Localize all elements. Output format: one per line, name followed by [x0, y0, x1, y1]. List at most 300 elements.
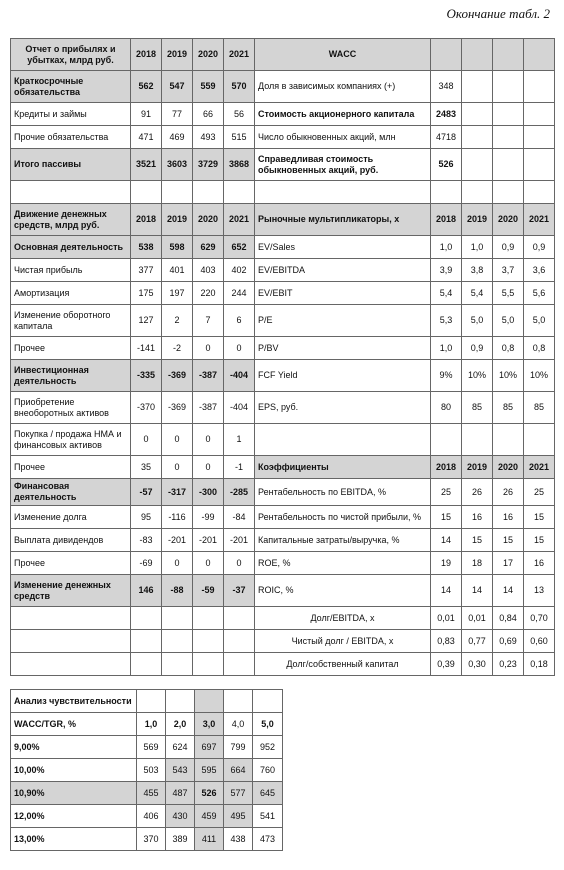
empty-cell	[255, 181, 431, 204]
year-header: 2021	[524, 204, 555, 236]
empty-cell	[493, 103, 524, 126]
value-cell: 3868	[224, 149, 255, 181]
value-cell: 0	[162, 456, 193, 479]
multiple-value: 85	[493, 392, 524, 424]
sensitivity-value: 473	[253, 828, 283, 851]
sensitivity-row	[11, 736, 283, 759]
financial-table	[10, 38, 555, 676]
coefficient-value: 0,70	[524, 607, 555, 630]
year-header: 2018	[431, 204, 462, 236]
value-cell: -88	[162, 575, 193, 607]
multiple-value: 3,6	[524, 259, 555, 282]
year-header: 2019	[462, 204, 493, 236]
wacc-value: 10,90%	[11, 782, 137, 805]
coefficient-row	[11, 653, 555, 676]
value-cell: 146	[131, 575, 162, 607]
coefficient-value: 0,69	[493, 630, 524, 653]
empty-cell	[462, 181, 493, 204]
cashflow-header: Движение денежных средств, млрд руб.	[11, 204, 131, 236]
value-cell: 6	[224, 305, 255, 337]
coefficient-value: 0,18	[524, 653, 555, 676]
pnl-header: Отчет о прибылях и убытках, млрд руб.	[11, 39, 131, 71]
value-cell: -300	[193, 479, 224, 506]
tgr-header: 5,0	[253, 713, 283, 736]
value-cell: -99	[193, 506, 224, 529]
value-cell: 0	[131, 424, 162, 456]
multiple-value: 85	[462, 392, 493, 424]
multiple-value	[462, 424, 493, 456]
empty-cell	[462, 71, 493, 103]
coefficient-value: 15	[524, 506, 555, 529]
coefficient-value: 26	[462, 479, 493, 506]
empty-cell	[11, 181, 131, 204]
coefficient-value: 14	[462, 575, 493, 607]
coefficient-row	[11, 456, 555, 479]
multiple-value: 0,9	[524, 236, 555, 259]
coefficient-label: ROE, %	[255, 552, 431, 575]
wacc-header: WACC	[255, 39, 431, 71]
value-cell: 402	[224, 259, 255, 282]
multiple-value: 5,3	[431, 305, 462, 337]
cashflow-row	[11, 337, 555, 360]
multiple-label: EPS, руб.	[255, 392, 431, 424]
multiple-value: 3,7	[493, 259, 524, 282]
coefficient-value: 0,60	[524, 630, 555, 653]
coefficient-label: Долг/EBITDA, x	[255, 607, 431, 630]
row-label	[11, 630, 131, 653]
year-header: 2021	[224, 39, 255, 71]
value-cell: -69	[131, 552, 162, 575]
sensitivity-row	[11, 759, 283, 782]
coefficient-value: 15	[462, 529, 493, 552]
value-cell: -57	[131, 479, 162, 506]
empty-cell	[493, 149, 524, 181]
value-cell: 493	[193, 126, 224, 149]
empty-cell	[431, 39, 462, 71]
empty-cell	[131, 181, 162, 204]
value-cell: -37	[224, 575, 255, 607]
value-cell: -404	[224, 392, 255, 424]
wacc-value: 526	[431, 149, 462, 181]
value-cell: 0	[193, 424, 224, 456]
value-cell: -387	[193, 392, 224, 424]
coefficient-value: 14	[493, 575, 524, 607]
coefficient-label: ROIC, %	[255, 575, 431, 607]
value-cell: 244	[224, 282, 255, 305]
year-header: 2018	[431, 456, 462, 479]
row-label: Покупка / продажа НМА и финансовых активов	[11, 424, 131, 456]
wacc-value: 4718	[431, 126, 462, 149]
value-cell: 2	[162, 305, 193, 337]
multiple-value: 5,0	[462, 305, 493, 337]
empty-cell	[224, 690, 253, 713]
row-label	[11, 607, 131, 630]
coefficient-value: 15	[431, 506, 462, 529]
value-cell: -285	[224, 479, 255, 506]
coefficient-value: 14	[431, 529, 462, 552]
value-cell: 377	[131, 259, 162, 282]
empty-cell	[253, 690, 283, 713]
sensitivity-row	[11, 782, 283, 805]
tgr-header: 1,0	[137, 713, 166, 736]
value-cell: 469	[162, 126, 193, 149]
value-cell	[131, 607, 162, 630]
coefficient-label: Рентабельность по EBITDA, %	[255, 479, 431, 506]
wacc-value: 348	[431, 71, 462, 103]
year-header: 2021	[524, 456, 555, 479]
multiple-label: EV/EBITDA	[255, 259, 431, 282]
coefficient-row	[11, 529, 555, 552]
cashflow-row	[11, 305, 555, 337]
coefficient-value: 0,39	[431, 653, 462, 676]
empty-cell	[524, 181, 555, 204]
empty-cell	[162, 653, 193, 676]
row-label: Краткосрочные обязательства	[11, 71, 131, 103]
sensitivity-row	[11, 805, 283, 828]
sensitivity-value: 455	[137, 782, 166, 805]
multiple-value: 5,0	[493, 305, 524, 337]
value-cell: 538	[131, 236, 162, 259]
sensitivity-title: Анализ чувствительности	[11, 690, 137, 713]
blank-row	[11, 181, 555, 204]
sensitivity-value: 569	[137, 736, 166, 759]
wacc-value: 10,00%	[11, 759, 137, 782]
sensitivity-value: 495	[224, 805, 253, 828]
coefficient-value: 18	[462, 552, 493, 575]
value-cell: 547	[162, 71, 193, 103]
table-caption: Окончание табл. 2	[446, 6, 550, 21]
sensitivity-value: 595	[195, 759, 224, 782]
year-header: 2021	[224, 204, 255, 236]
year-header: 2020	[193, 204, 224, 236]
value-cell: 175	[131, 282, 162, 305]
value-cell: -317	[162, 479, 193, 506]
empty-cell	[166, 690, 195, 713]
multiple-value: 5,6	[524, 282, 555, 305]
sensitivity-value: 664	[224, 759, 253, 782]
multiples-header: Рыночные мультипликаторы, х	[255, 204, 431, 236]
multiple-value: 80	[431, 392, 462, 424]
row-label: Изменение денежных средств	[11, 575, 131, 607]
value-cell: 403	[193, 259, 224, 282]
empty-cell	[131, 653, 162, 676]
multiple-value: 5,0	[524, 305, 555, 337]
sensitivity-title-row	[11, 690, 283, 713]
value-cell: 401	[162, 259, 193, 282]
sensitivity-value: 503	[137, 759, 166, 782]
coefficient-value: 13	[524, 575, 555, 607]
sensitivity-value: 411	[195, 828, 224, 851]
wacc-value: 12,00%	[11, 805, 137, 828]
row-label: Изменение оборотного капитала	[11, 305, 131, 337]
empty-cell	[524, 103, 555, 126]
coefficient-row	[11, 630, 555, 653]
year-header: 2020	[493, 456, 524, 479]
value-cell: 95	[131, 506, 162, 529]
value-cell	[131, 630, 162, 653]
coefficient-row	[11, 506, 555, 529]
year-header: 2020	[493, 204, 524, 236]
tgr-header: 2,0	[166, 713, 195, 736]
value-cell	[193, 630, 224, 653]
sensitivity-value: 577	[224, 782, 253, 805]
value-cell: 0	[224, 552, 255, 575]
year-header: 2018	[131, 204, 162, 236]
wacc-tgr-label: WACC/TGR, %	[11, 713, 137, 736]
coefficient-value: 15	[524, 529, 555, 552]
value-cell	[193, 607, 224, 630]
value-cell: -201	[162, 529, 193, 552]
coefficient-value: 16	[493, 506, 524, 529]
empty-cell	[493, 126, 524, 149]
value-cell: 0	[162, 424, 193, 456]
empty-cell	[493, 181, 524, 204]
sensitivity-value: 799	[224, 736, 253, 759]
empty-cell	[462, 149, 493, 181]
coefficient-row	[11, 607, 555, 630]
multiple-label	[255, 424, 431, 456]
value-cell: 91	[131, 103, 162, 126]
value-cell: -387	[193, 360, 224, 392]
wacc-value: 2483	[431, 103, 462, 126]
value-cell	[224, 630, 255, 653]
empty-cell	[524, 126, 555, 149]
value-cell: -141	[131, 337, 162, 360]
sensitivity-value: 952	[253, 736, 283, 759]
multiple-label: EV/EBIT	[255, 282, 431, 305]
cashflow-row	[11, 392, 555, 424]
coefficient-value: 0,23	[493, 653, 524, 676]
value-cell: 3521	[131, 149, 162, 181]
year-header: 2020	[193, 39, 224, 71]
sensitivity-value: 526	[195, 782, 224, 805]
row-label: Выплата дивидендов	[11, 529, 131, 552]
multiple-value: 0,8	[493, 337, 524, 360]
coefficient-value: 25	[431, 479, 462, 506]
row-label: Прочие обязательства	[11, 126, 131, 149]
empty-cell	[162, 181, 193, 204]
row-label: Инвестиционная деятельность	[11, 360, 131, 392]
pnl-row	[11, 126, 555, 149]
row-label: Кредиты и займы	[11, 103, 131, 126]
value-cell: 652	[224, 236, 255, 259]
empty-cell	[524, 149, 555, 181]
value-cell: 56	[224, 103, 255, 126]
coefficient-value: 0,30	[462, 653, 493, 676]
sensitivity-value: 624	[166, 736, 195, 759]
value-cell: -369	[162, 360, 193, 392]
value-cell: 570	[224, 71, 255, 103]
multiple-value: 1,0	[431, 236, 462, 259]
coefficient-label: Рентабельность по чистой прибыли, %	[255, 506, 431, 529]
coefficient-value: 15	[493, 529, 524, 552]
coefficient-value: 25	[524, 479, 555, 506]
value-cell: 0	[193, 337, 224, 360]
value-cell: 0	[162, 552, 193, 575]
row-label: Финансовая деятельность	[11, 479, 131, 506]
value-cell: 77	[162, 103, 193, 126]
coefficient-value: 16	[462, 506, 493, 529]
value-cell: 0	[224, 337, 255, 360]
empty-cell	[224, 653, 255, 676]
row-label: Приобретение внеоборотных активов	[11, 392, 131, 424]
year-header: 2019	[162, 204, 193, 236]
coefficient-value: 0,84	[493, 607, 524, 630]
row-label: Итого пассивы	[11, 149, 131, 181]
coefficient-value: 19	[431, 552, 462, 575]
multiple-value: 9%	[431, 360, 462, 392]
sensitivity-value: 543	[166, 759, 195, 782]
row-label: Основная деятельность	[11, 236, 131, 259]
row-label: Прочее	[11, 337, 131, 360]
empty-cell	[137, 690, 166, 713]
multiple-value: 10%	[493, 360, 524, 392]
value-cell	[162, 630, 193, 653]
cashflow-row	[11, 282, 555, 305]
value-cell: 35	[131, 456, 162, 479]
value-cell: 515	[224, 126, 255, 149]
coefficient-value: 0,01	[462, 607, 493, 630]
multiple-value: 5,4	[462, 282, 493, 305]
value-cell: 629	[193, 236, 224, 259]
value-cell: -201	[224, 529, 255, 552]
value-cell: -84	[224, 506, 255, 529]
value-cell: 1	[224, 424, 255, 456]
value-cell: -369	[162, 392, 193, 424]
value-cell: 562	[131, 71, 162, 103]
multiple-value: 1,0	[431, 337, 462, 360]
sensitivity-value: 438	[224, 828, 253, 851]
tgr-header: 3,0	[195, 713, 224, 736]
empty-cell	[193, 653, 224, 676]
coefficient-value: 14	[431, 575, 462, 607]
row-label: Прочее	[11, 552, 131, 575]
sensitivity-value: 370	[137, 828, 166, 851]
value-cell: -335	[131, 360, 162, 392]
sensitivity-value: 760	[253, 759, 283, 782]
value-cell: 559	[193, 71, 224, 103]
wacc-label: Стоимость акционерного капитала	[255, 103, 431, 126]
empty-cell	[195, 690, 224, 713]
value-cell: 0	[193, 456, 224, 479]
value-cell: 197	[162, 282, 193, 305]
multiple-label: FCF Yield	[255, 360, 431, 392]
header-row-pnl	[11, 39, 555, 71]
value-cell: -370	[131, 392, 162, 424]
value-cell: 0	[193, 552, 224, 575]
sensitivity-row	[11, 828, 283, 851]
value-cell: 3729	[193, 149, 224, 181]
row-label: Чистая прибыль	[11, 259, 131, 282]
cashflow-row	[11, 424, 555, 456]
multiple-value: 5,5	[493, 282, 524, 305]
sensitivity-value: 389	[166, 828, 195, 851]
sensitivity-value: 406	[137, 805, 166, 828]
multiple-value: 0,8	[524, 337, 555, 360]
sensitivity-value: 459	[195, 805, 224, 828]
multiple-value: 10%	[524, 360, 555, 392]
multiple-label: P/BV	[255, 337, 431, 360]
year-header: 2018	[131, 39, 162, 71]
coefficient-value: 17	[493, 552, 524, 575]
cashflow-row	[11, 360, 555, 392]
value-cell	[224, 607, 255, 630]
header-row-cashflow	[11, 204, 555, 236]
multiple-value: 10%	[462, 360, 493, 392]
coefficient-row	[11, 479, 555, 506]
coefficient-value: 0,01	[431, 607, 462, 630]
coefficient-label: Долг/собственный капитал	[255, 653, 431, 676]
row-label: Прочее	[11, 456, 131, 479]
wacc-value: 9,00%	[11, 736, 137, 759]
empty-cell	[462, 39, 493, 71]
multiple-value: 0,9	[462, 337, 493, 360]
coefficient-value: 0,77	[462, 630, 493, 653]
year-header: 2019	[162, 39, 193, 71]
cashflow-row	[11, 259, 555, 282]
value-cell: -116	[162, 506, 193, 529]
value-cell: -404	[224, 360, 255, 392]
value-cell: -59	[193, 575, 224, 607]
sensitivity-value: 697	[195, 736, 224, 759]
wacc-label: Доля в зависимых компаниях (+)	[255, 71, 431, 103]
sensitivity-value: 541	[253, 805, 283, 828]
value-cell: 220	[193, 282, 224, 305]
empty-cell	[493, 39, 524, 71]
multiple-value	[493, 424, 524, 456]
empty-cell	[11, 653, 131, 676]
empty-cell	[462, 103, 493, 126]
coefficient-row	[11, 575, 555, 607]
multiple-value: 3,8	[462, 259, 493, 282]
pnl-row	[11, 149, 555, 181]
coefficient-label: Капитальные затраты/выручка, %	[255, 529, 431, 552]
coefficient-value: 0,83	[431, 630, 462, 653]
coefficient-row	[11, 552, 555, 575]
coefficient-value: 26	[493, 479, 524, 506]
multiple-label: EV/Sales	[255, 236, 431, 259]
sensitivity-value: 645	[253, 782, 283, 805]
value-cell: 3603	[162, 149, 193, 181]
coefficients-header: Коэффициенты	[255, 456, 431, 479]
empty-cell	[431, 181, 462, 204]
wacc-value: 13,00%	[11, 828, 137, 851]
empty-cell	[493, 71, 524, 103]
value-cell: 66	[193, 103, 224, 126]
empty-cell	[462, 126, 493, 149]
value-cell: -201	[193, 529, 224, 552]
multiple-label: P/E	[255, 305, 431, 337]
row-label: Амортизация	[11, 282, 131, 305]
year-header: 2019	[462, 456, 493, 479]
value-cell: 598	[162, 236, 193, 259]
coefficient-value: 16	[524, 552, 555, 575]
multiple-value: 1,0	[462, 236, 493, 259]
wacc-label: Справедливая стоимость обыкновенных акций, руб.	[255, 149, 431, 181]
value-cell: -2	[162, 337, 193, 360]
sensitivity-header-row	[11, 713, 283, 736]
multiple-value	[524, 424, 555, 456]
value-cell: 7	[193, 305, 224, 337]
value-cell: -1	[224, 456, 255, 479]
multiple-value: 85	[524, 392, 555, 424]
sensitivity-value: 487	[166, 782, 195, 805]
value-cell: 127	[131, 305, 162, 337]
empty-cell	[524, 71, 555, 103]
row-label: Изменение долга	[11, 506, 131, 529]
empty-cell	[224, 181, 255, 204]
wacc-label: Число обыкновенных акций, млн	[255, 126, 431, 149]
